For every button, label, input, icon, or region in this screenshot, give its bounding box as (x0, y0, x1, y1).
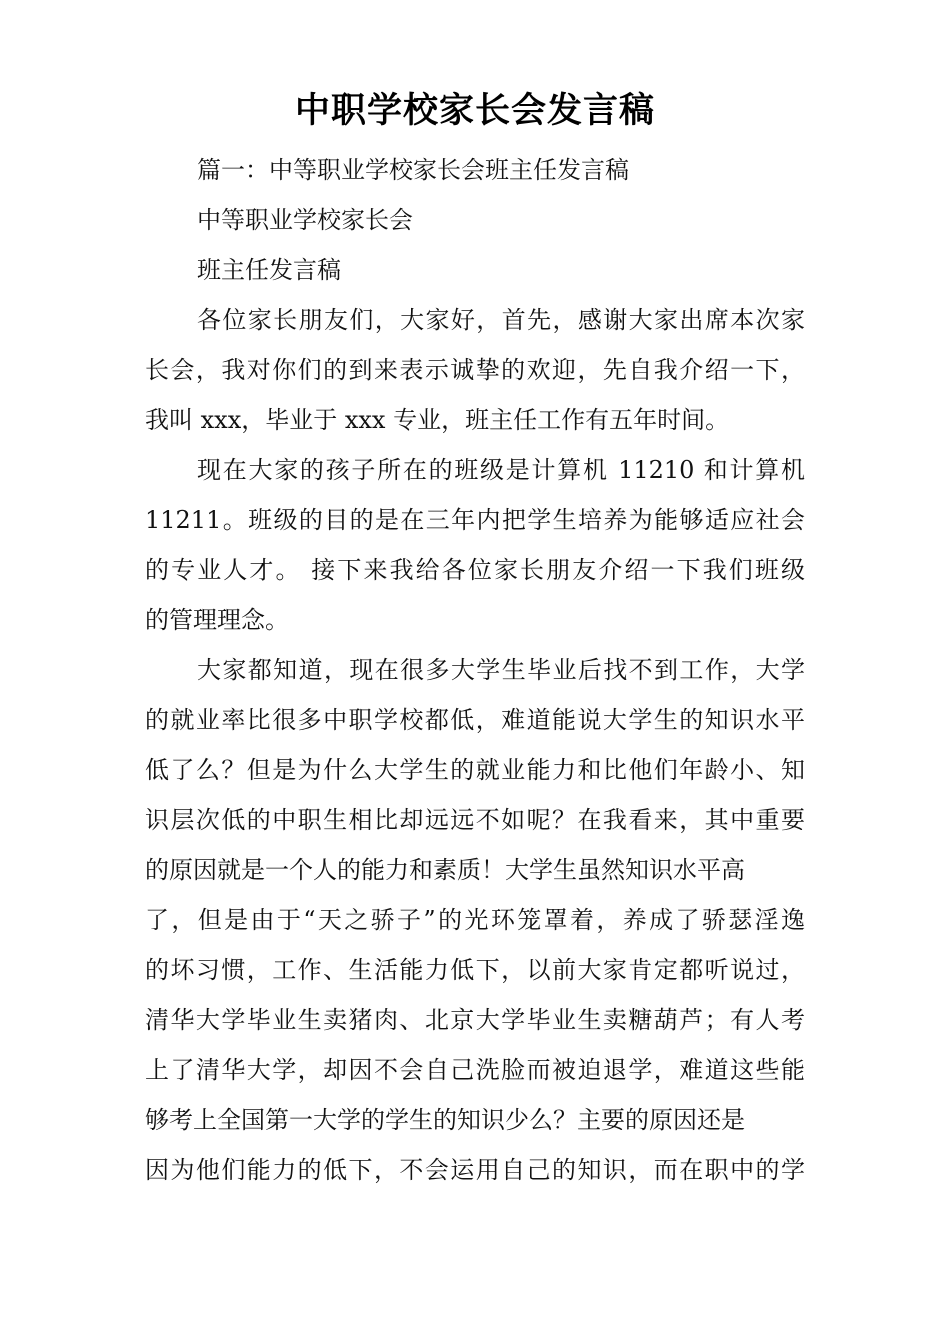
paragraph-line: 现在大家的孩子所在的班级是计算机 11210 和计算机 (197, 456, 805, 484)
paragraph-line: 的原因就是一个人的能力和素质！大学生虽然知识水平高 (145, 856, 745, 884)
subheading-school: 中等职业学校家长会 (197, 206, 413, 234)
paragraph-line: 了，但是由于“天之骄子”的光环笼罩着，养成了骄瑟淫逸 (145, 906, 805, 934)
section-heading: 篇一：中等职业学校家长会班主任发言稿 (197, 156, 629, 184)
paragraph-line: 清华大学毕业生卖猪肉、北京大学毕业生卖糖葫芦；有人考 (145, 1006, 805, 1034)
paragraph-line: 够考上全国第一大学的学生的知识少么？主要的原因还是 (145, 1106, 745, 1134)
paragraph-line: 各位家长朋友们，大家好，首先，感谢大家出席本次家 (197, 306, 805, 334)
paragraph-line: 因为他们能力的低下，不会运用自己的知识，而在职中的学 (145, 1156, 805, 1184)
paragraph-line: 我叫 xxx，毕业于 xxx 专业，班主任工作有五年时间。 (145, 406, 730, 434)
paragraph-line: 低了么？但是为什么大学生的就业能力和比他们年龄小、知 (145, 756, 805, 784)
paragraph-line: 的就业率比很多中职学校都低，难道能说大学生的知识水平 (145, 706, 805, 734)
paragraph-line: 识层次低的中职生相比却远远不如呢？在我看来，其中重要 (145, 806, 805, 834)
paragraph-line: 大家都知道，现在很多大学生毕业后找不到工作，大学 (197, 656, 805, 684)
paragraph-line: 的管理理念。 (145, 606, 289, 634)
document-title: 中职学校家长会发言稿 (294, 91, 655, 131)
document-body (145, 145, 805, 1195)
paragraph-line: 11211。班级的目的是在三年内把学生培养为能够适应社会 (145, 506, 805, 534)
paragraph-line: 的专业人才。 接下来我给各位家长朋友介绍一下我们班级 (145, 556, 805, 584)
paragraph-line: 的坏习惯，工作、生活能力低下，以前大家肯定都听说过， (145, 956, 805, 984)
subheading-speech: 班主任发言稿 (197, 256, 341, 284)
paragraph-line: 上了清华大学，却因不会自己洗脸而被迫退学，难道这些能 (145, 1056, 805, 1084)
paragraph-line: 长会，我对你们的到来表示诚挚的欢迎，先自我介绍一下， (145, 356, 805, 384)
